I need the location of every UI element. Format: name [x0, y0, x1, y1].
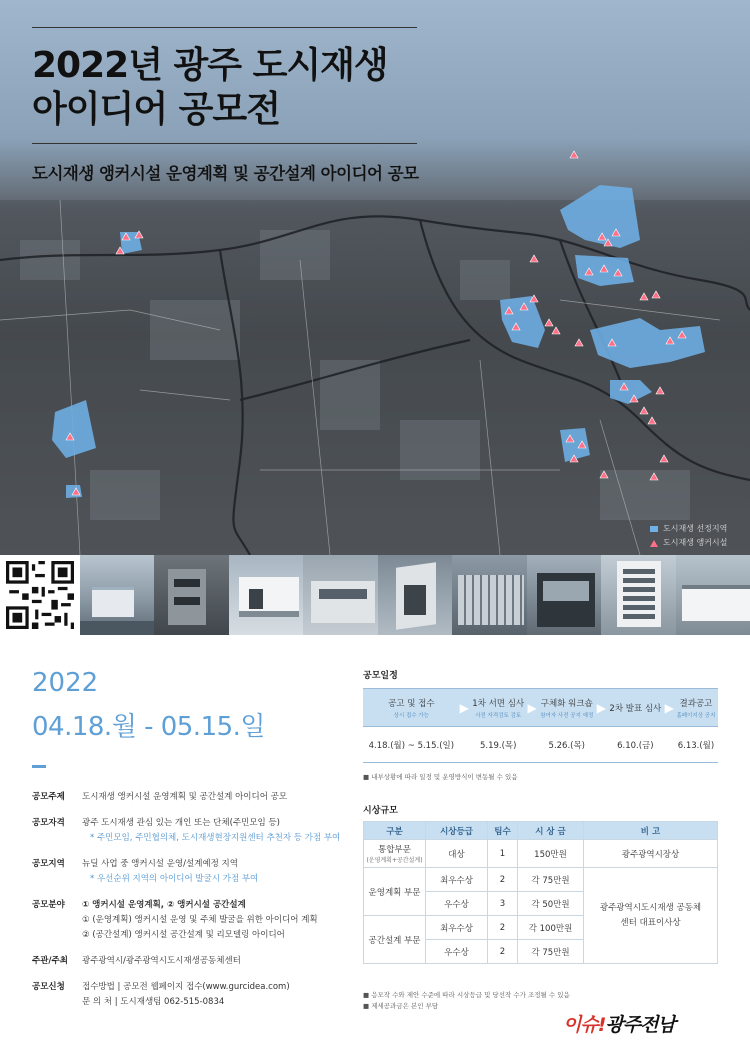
building-photo-7 [527, 555, 601, 635]
legend-region: 도시재생 선정지역 [663, 524, 728, 533]
schedule-step: 공고 및 접수 상시 접수 가능 [363, 689, 460, 727]
poster-subtitle: 도시재생 앵커시설 운영계획 및 공간설계 아이디어 공모 [32, 164, 419, 183]
poster-title [32, 44, 388, 132]
poster-title-line1: 2022년 광주 도시재생 [32, 45, 388, 86]
facility-marker-icon [650, 540, 658, 547]
table-row: 운영계획 부문 최우수상 2 각 75만원 광주광역시도시재생 공동체센터 대표이사상 [364, 868, 718, 892]
info-topic: 공모주제 도시재생 앵커시설 운영계획 및 공간설계 아이디어 공모 [32, 792, 288, 802]
table-row: 통합부문 (운영계획+공간설계) 대상 1 150만원 광주광역시장상 [364, 840, 718, 868]
building-photo-5 [378, 555, 452, 635]
contest-info-list [32, 790, 352, 1021]
prize-title: 시상규모 [363, 806, 398, 816]
title-rule-top [32, 27, 417, 28]
schedule-table [363, 688, 718, 763]
schedule-step: 결과공고 홈페이지상 공지 [674, 689, 718, 727]
schedule-date: 5.26.(목) [537, 727, 597, 763]
schedule-step: 2차 발표 심사 [606, 689, 665, 727]
brand-logo: 이슈!광주전남 [563, 1014, 675, 1036]
title-rule-bottom [32, 143, 417, 144]
map-legend [650, 522, 727, 550]
step-arrow-icon: ▶ [597, 689, 606, 727]
building-photo-1 [80, 555, 154, 635]
schedule-date: 6.10.(금) [606, 727, 665, 763]
table-row: 우수상 3 각 50만원 [364, 892, 718, 916]
schedule-date: 5.19.(목) [469, 727, 528, 763]
building-photo-2 [154, 555, 228, 635]
step-arrow-icon: ▶ [460, 689, 469, 727]
poster-title-line2: 아이디어 공모전 [32, 89, 280, 130]
region-swatch-icon [650, 526, 658, 532]
building-photo-4 [303, 555, 377, 635]
info-organizer: 주관/주최 광주광역시/광주광역시도시재생공동체센터 [32, 956, 241, 966]
step-arrow-icon: ▶ [528, 689, 537, 727]
schedule-title: 공모일정 [363, 671, 398, 681]
prize-note-1: ■ 응모작 수와 제안 수준에 따라 시상등급 및 당선작 수가 조정될 수 있음 [363, 991, 570, 999]
accent-dash [32, 765, 46, 768]
contest-period: 04.18.월 - 05.15.일 [32, 712, 266, 742]
legend-facility: 도시재생 앵커시설 [663, 538, 728, 547]
table-row: 공간설계 부문 최우수상 2 각 100만원 [364, 916, 718, 940]
building-photo-3 [229, 555, 303, 635]
contest-year: 2022 [32, 668, 99, 698]
step-arrow-icon: ▶ [665, 689, 674, 727]
contact-phone: 문 의 처 | 도시재생팀 062-515-0834 [82, 997, 225, 1007]
application-method-link[interactable]: 접수방법 | 공모전 웹페이지 접수(www.gurcidea.com) [82, 982, 290, 992]
prize-table: 구분 시상등급 팀수 시 상 금 비 고 통합부문 (운영계획+공간설계) 대상 1 150만원 광주광역시장상 운영계획 부문 최우수상 2 각 75만원 광주광역시도시재생 공동체센터 대표이사상 우수상 3 각 50만원 공간설계 부문 최우수상 2 각 100만원 우수상 2 각 75만원 [363, 821, 718, 964]
info-application: 공모신청 접수방법 | 공모전 웹페이지 접수(www.gurcidea.com) 문 의 처 | 도시재생팀 062-515-0834 [32, 980, 352, 1010]
info-region: 공모지역 뉴딜 사업 중 앵커시설 운영/설계예정 지역 * 우선순위 지역의 아이디어 발굴시 가점 부여 [32, 859, 259, 884]
info-eligibility: 공모자격 광주 도시재생 관심 있는 개인 또는 단체(주민모임 등) * 주민모임, 주민협의체, 도시재생현장지원센터 추천자 등 가점 부여 [32, 818, 341, 843]
building-photo-6 [452, 555, 526, 635]
schedule-date: 4.18.(월) ~ 5.15.(일) [363, 727, 460, 763]
schedule-step: 구체화 워크숍 참여자 사전 공지 예정 [537, 689, 597, 727]
info-fields: 공모분야 ① 앵커시설 운영계획, ② 앵커시설 공간설계 ① (운영계획) 앵커시설 운영 및 주체 발굴을 위한 아이디어 계획 ② (공간설계) 앵커시설 공간설계 및 리모델링 아이디어 [32, 900, 318, 940]
schedule-date: 6.13.(월) [674, 727, 718, 763]
building-photo-9 [676, 555, 750, 635]
building-photo-8 [601, 555, 675, 635]
prize-note-2: ■ 제세공과금은 본인 부담 [363, 1002, 439, 1010]
qr-code-icon[interactable] [0, 555, 80, 635]
schedule-note: ■ 내부상황에 따라 일정 및 운영방식이 변동될 수 있음 [363, 773, 518, 781]
schedule-step: 1차 서면 심사 사전 자격검토 검토 [469, 689, 528, 727]
table-row: 우수상 2 각 75만원 [364, 940, 718, 964]
photo-strip [0, 555, 750, 635]
